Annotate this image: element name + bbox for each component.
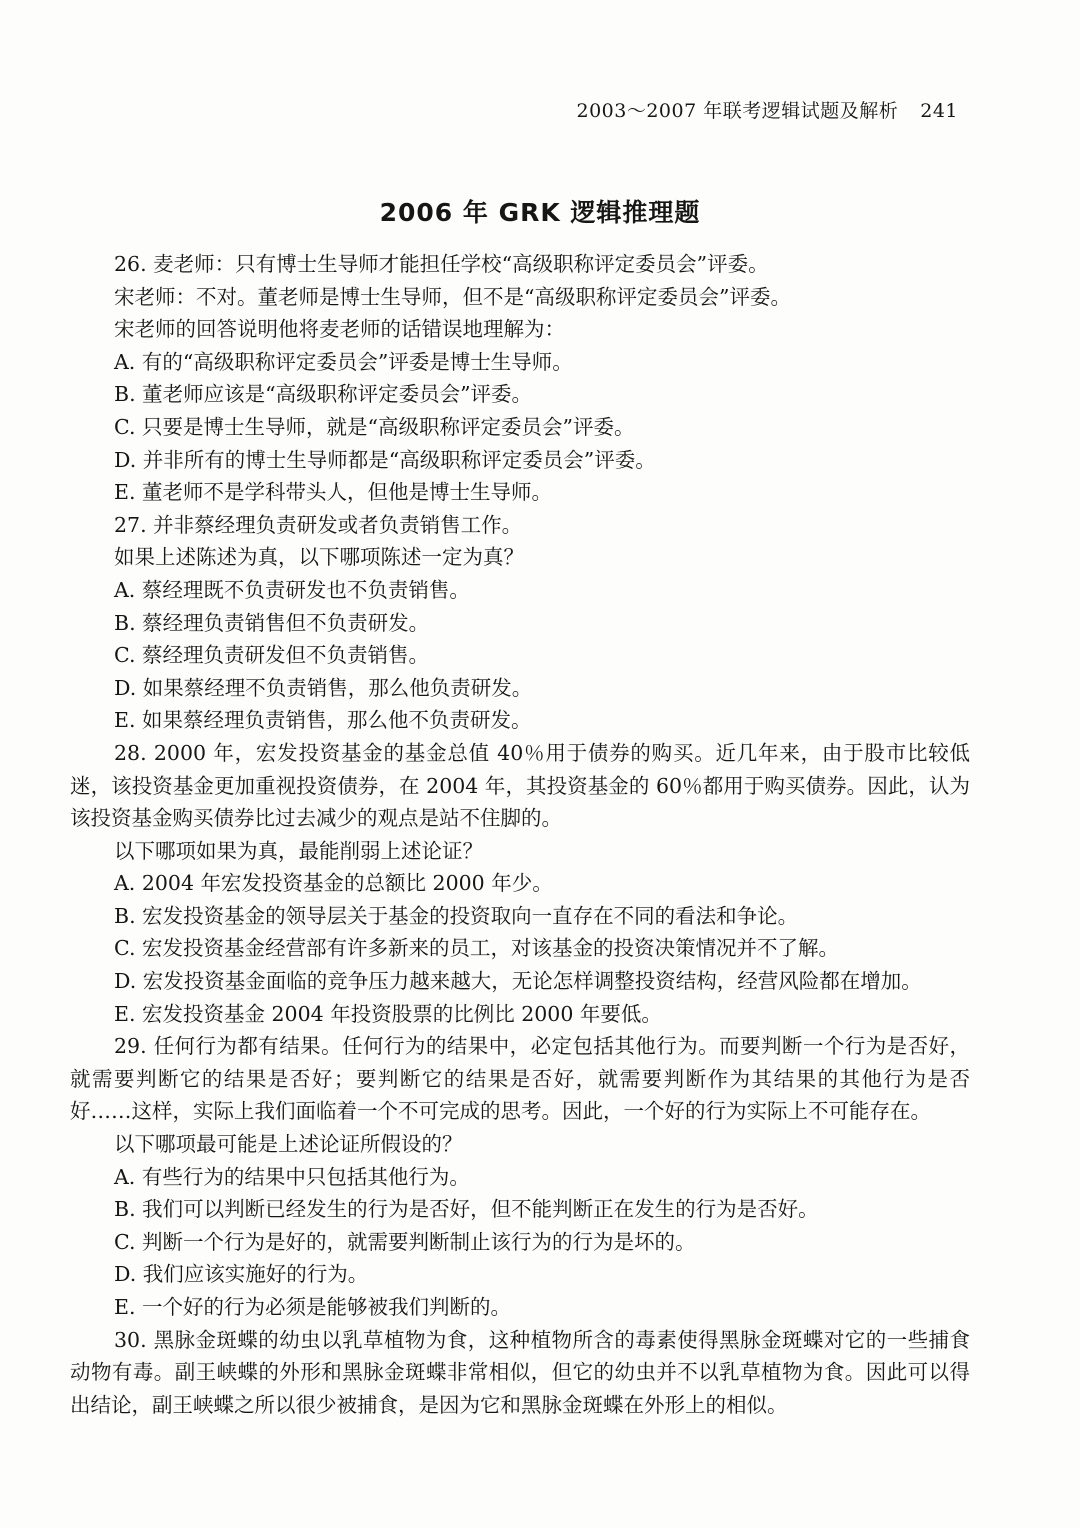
question-28-stem: 28. 2000 年，宏发投资基金的基金总值 40％用于债券的购买。近几年来，由于股市比较低迷，该投资基金更加重视投资债券，在 2004 年，其投资基金的 60％都用于购买债券。因此，认为该投资基金购买债券比过去减少的观点是站不住脚的。 [70, 740, 970, 831]
option-27-c: C. 蔡经理负责研发但不负责销售。 [114, 643, 429, 668]
page-number: 241 [920, 100, 958, 122]
option-28-b: B. 宏发投资基金的领导层关于基金的投资取向一直存在不同的看法和争论。 [114, 903, 799, 928]
question-26-stem: 26. 麦老师：只有博士生导师才能担任学校“高级职称评定委员会”评委。 [114, 252, 769, 276]
running-header [576, 96, 958, 123]
option-29-b: B. 我们可以判断已经发生的行为是否好，但不能判断正在发生的行为是否好。 [114, 1197, 819, 1222]
question-29-prompt: 以下哪项最可能是上述论证所假设的？ [114, 1132, 463, 1157]
option-29-d: D. 我们应该实施好的行为。 [114, 1262, 369, 1287]
option-26-b: B. 董老师应该是“高级职称评定委员会”评委。 [114, 382, 533, 407]
option-28-c: C. 宏发投资基金经营部有许多新来的员工，对该基金的投资决策情况并不了解。 [114, 936, 839, 961]
running-title: 2003～2007 年联考逻辑试题及解析 [576, 100, 899, 122]
option-26-c: C. 只要是博士生导师，就是“高级职称评定委员会”评委。 [114, 414, 635, 439]
section-title: 2006 年 GRK 逻辑推理题 [379, 198, 701, 227]
question-26-line: 宋老师：不对。董老师是博士生导师，但不是“高级职称评定委员会”评委。 [114, 284, 791, 309]
question-30-stem: 30. 黑脉金斑蝶的幼虫以乳草植物为食，这种植物所含的毒素使得黑脉金斑蝶对它的一些捕食动物有毒。副王峡蝶的外形和黑脉金斑蝶非常相似，但它的幼虫并不以乳草植物为食。因此可以得出结论，副王峡蝶之所以很少被捕食，是因为它和黑脉金斑蝶在外形上的相似。 [70, 1327, 970, 1417]
option-29-c: C. 判断一个行为是好的，就需要判断制止该行为的行为是坏的。 [114, 1229, 696, 1254]
option-27-b: B. 蔡经理负责销售但不负责研发。 [114, 610, 430, 635]
question-27-prompt: 如果上述陈述为真，以下哪项陈述一定为真？ [114, 545, 524, 570]
option-28-a: A. 2004 年宏发投资基金的总额比 2000 年少。 [114, 871, 553, 896]
question-28-prompt: 以下哪项如果为真，最能削弱上述论证？ [114, 838, 483, 863]
option-26-e: E. 董老师不是学科带头人，但他是博士生导师。 [114, 480, 552, 505]
option-29-a: A. 有些行为的结果中只包括其他行为。 [114, 1164, 470, 1189]
option-28-e: E. 宏发投资基金 2004 年投资股票的比例比 2000 年要低。 [114, 1001, 662, 1026]
question-body [70, 248, 970, 1421]
option-26-d: D. 并非所有的博士生导师都是“高级职称评定委员会”评委。 [114, 447, 656, 472]
question-27-stem: 27. 并非蔡经理负责研发或者负责销售工作。 [114, 512, 523, 537]
option-27-e: E. 如果蔡经理负责销售，那么他不负责研发。 [114, 708, 532, 733]
option-29-e: E. 一个好的行为必须是能够被我们判断的。 [114, 1295, 511, 1319]
question-26-prompt: 宋老师的回答说明他将麦老师的话错误地理解为： [114, 317, 565, 342]
option-27-d: D. 如果蔡经理不负责销售，那么他负责研发。 [114, 675, 533, 700]
option-28-d: D. 宏发投资基金面临的竞争压力越来越大，无论怎样调整投资结构，经营风险都在增加。 [114, 969, 922, 994]
option-27-a: A. 蔡经理既不负责研发也不负责销售。 [114, 577, 470, 602]
option-26-a: A. 有的“高级职称评定委员会”评委是博士生导师。 [114, 349, 573, 374]
question-29-stem: 29. 任何行为都有结果。任何行为的结果中，必定包括其他行为。而要判断一个行为是否好，就需要判断它的结果是否好；要判断它的结果是否好，就需要判断作为其结果的其他行为是否好……这样，实际上我们面临着一个不可完成的思考。因此，一个好的行为实际上不可能存在。 [70, 1034, 970, 1124]
